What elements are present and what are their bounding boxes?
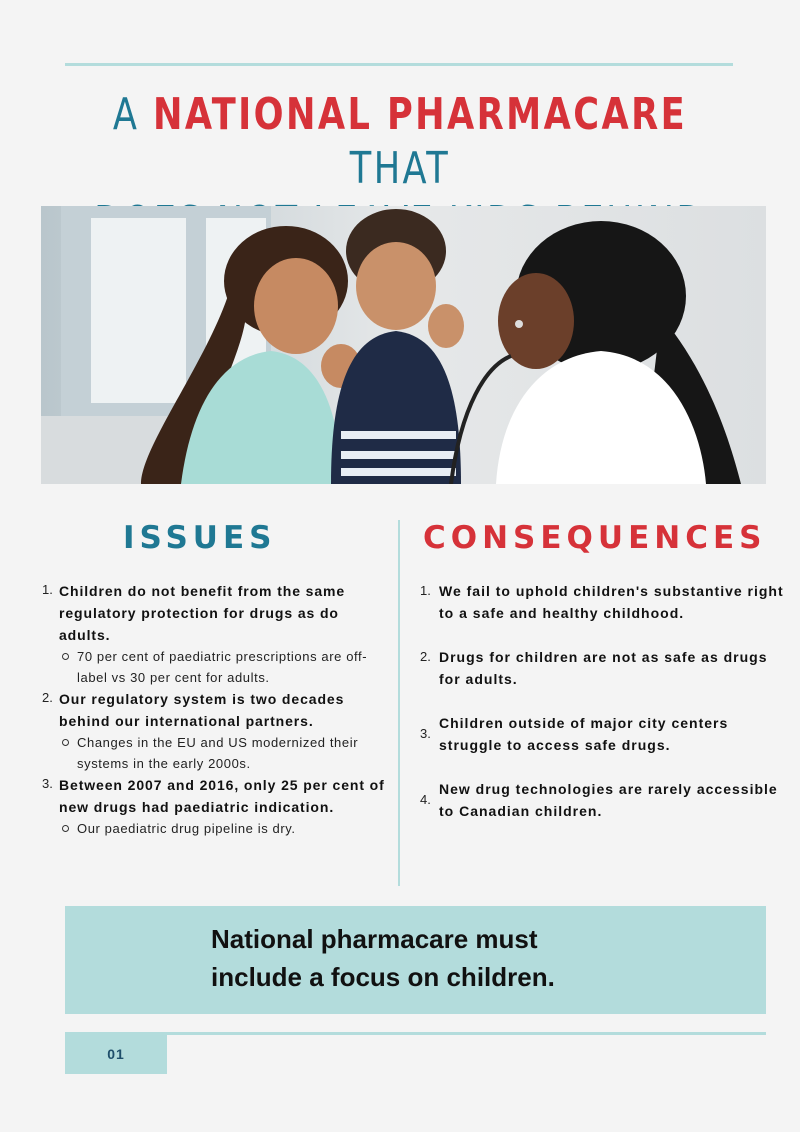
issue-sub-item — [77, 818, 387, 839]
callout-line2: include a focus on children. — [211, 962, 555, 992]
issue-number: 2. — [42, 690, 53, 705]
hero-photo-illustration — [41, 206, 766, 484]
issue-sub-text: 70 per cent of paediatric prescriptions are off-label vs 30 per cent for adults. — [77, 649, 368, 685]
consequence-text: Children outside of major city centers struggle to access safe drugs. — [439, 715, 729, 753]
issue-sub-list — [59, 818, 387, 839]
circle-bullet-icon — [62, 825, 69, 832]
issue-item — [42, 580, 387, 688]
issue-item — [42, 688, 387, 774]
consequences-list — [420, 580, 785, 844]
column-divider — [398, 520, 400, 886]
issue-text: Our regulatory system is two decades behind our international partners. — [59, 691, 345, 729]
consequence-number: 2. — [420, 649, 431, 664]
consequence-number: 1. — [420, 583, 431, 598]
issue-sub-list — [59, 732, 387, 774]
consequence-item — [420, 712, 785, 756]
bottom-rule — [65, 1032, 766, 1035]
issue-sub-item — [77, 646, 387, 688]
issue-text: Children do not benefit from the same regulatory protection for drugs as do adults. — [59, 583, 346, 643]
issue-item — [42, 774, 387, 839]
issue-number: 3. — [42, 776, 53, 791]
title-part1: A — [112, 89, 153, 140]
page-number: 01 — [107, 1046, 125, 1062]
issue-sub-item — [77, 732, 387, 774]
top-rule — [65, 63, 733, 66]
consequence-item — [420, 580, 785, 624]
consequence-number: 3. — [420, 726, 431, 741]
consequence-text: We fail to uphold children's substantive right to a safe and healthy childhood. — [439, 583, 784, 621]
consequences-heading: CONSEQUENCES — [423, 520, 767, 556]
hero-photo — [41, 206, 766, 484]
page-number-tab — [65, 1035, 167, 1074]
consequence-text: Drugs for children are not as safe as drugs for adults. — [439, 649, 768, 687]
consequence-item — [420, 646, 785, 690]
title-part2: THAT — [349, 143, 451, 194]
callout-line1: National pharmacare must — [211, 924, 538, 954]
consequence-number: 4. — [420, 792, 431, 807]
circle-bullet-icon — [62, 739, 69, 746]
issue-sub-text: Our paediatric drug pipeline is dry. — [77, 821, 296, 836]
circle-bullet-icon — [62, 653, 69, 660]
issue-sub-text: Changes in the EU and US modernized their systems in the early 2000s. — [77, 735, 359, 771]
issue-sub-list — [59, 646, 387, 688]
issues-heading: ISSUES — [123, 520, 277, 556]
consequence-item — [420, 778, 785, 822]
issues-list — [42, 580, 387, 839]
consequence-text: New drug technologies are rarely accessible to Canadian children. — [439, 781, 778, 819]
issue-text: Between 2007 and 2016, only 25 per cent of new drugs had paediatric indication. — [59, 777, 385, 815]
title-accent: NATIONAL PHARMACARE — [152, 89, 688, 140]
callout-text — [211, 920, 711, 996]
issue-number: 1. — [42, 582, 53, 597]
callout-box — [65, 906, 766, 1014]
